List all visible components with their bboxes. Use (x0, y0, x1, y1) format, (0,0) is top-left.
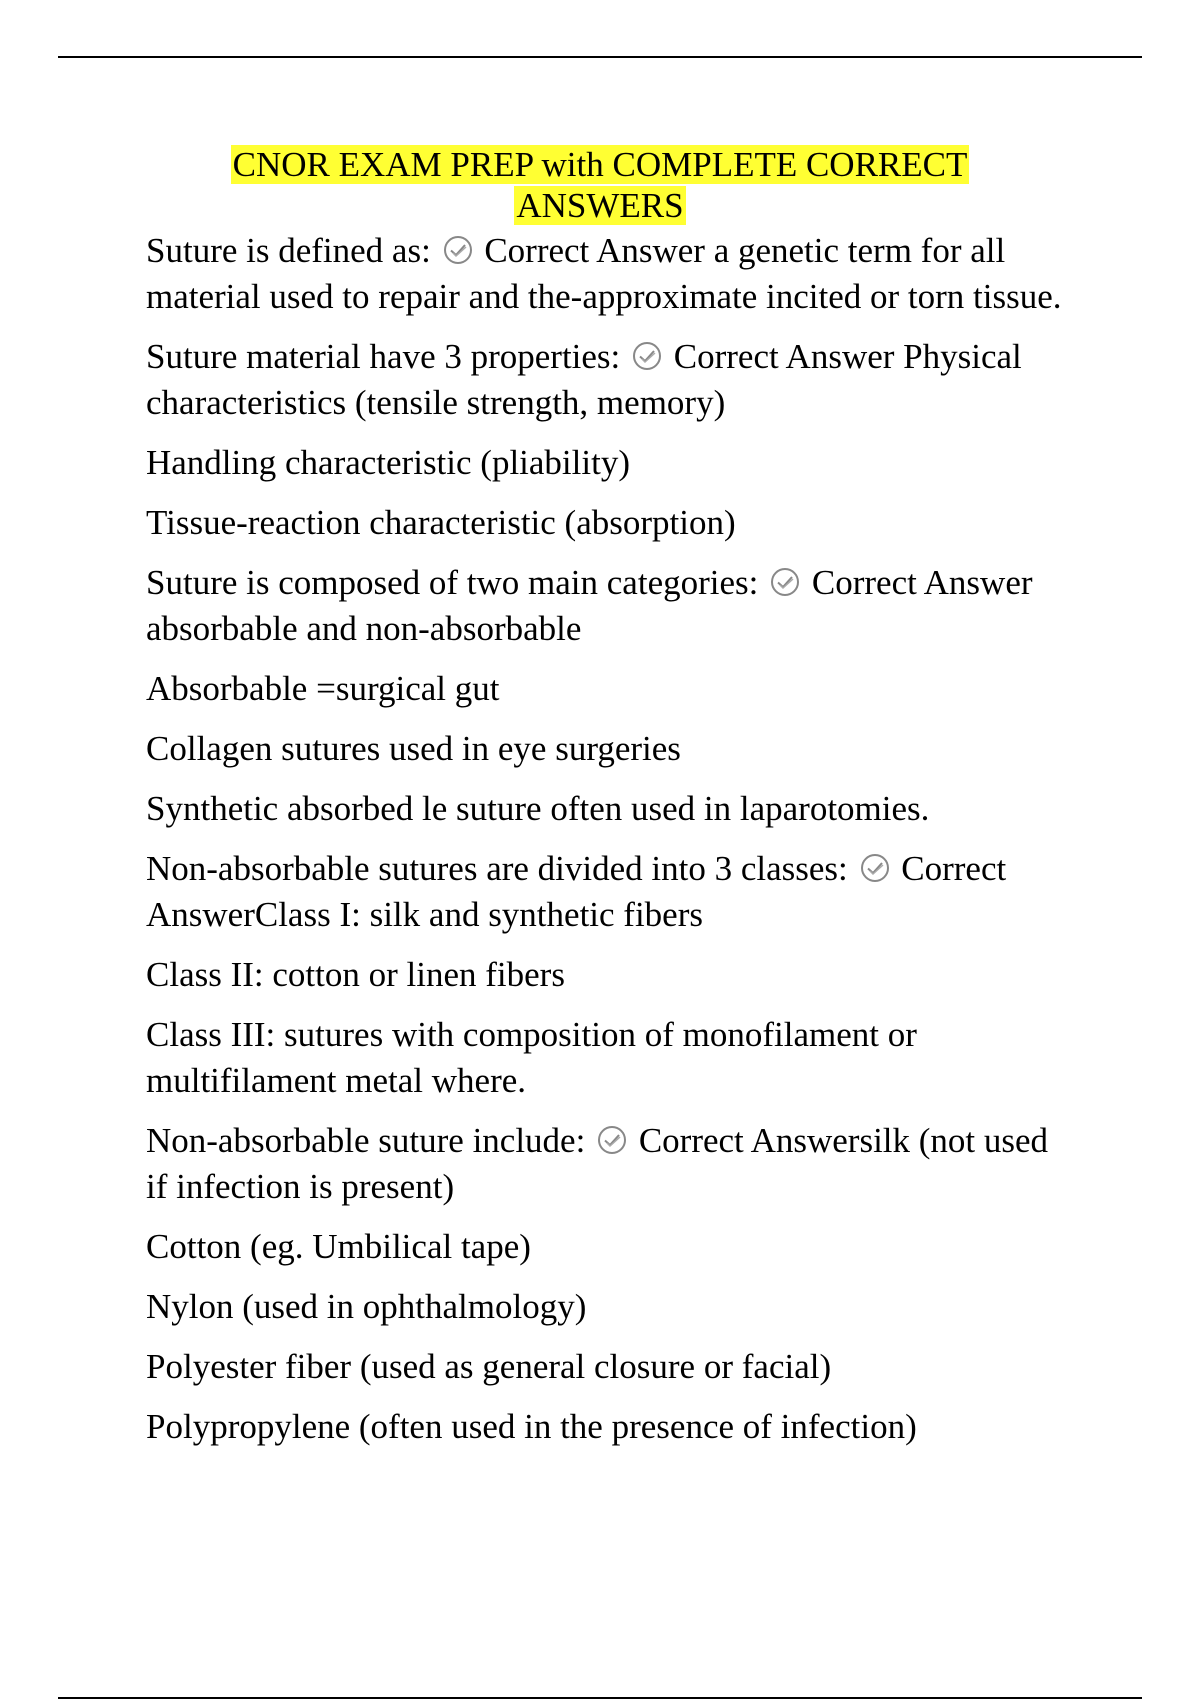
document-title (140, 144, 1060, 226)
check-circle-icon (596, 1124, 628, 1156)
document-body (146, 228, 1066, 1464)
answer-text: Correct AnswerClass I: silk and synthetic fibers (146, 849, 1007, 934)
paragraph-10: Class II: cotton or linen fibers (146, 955, 565, 994)
answer-text: Correct Answer absorbable and non-absorbable (146, 563, 1033, 648)
paragraph-6: Absorbable =surgical gut (146, 669, 500, 708)
paragraph-1 (146, 228, 1066, 320)
question-text: Non-absorbable sutures are divided into 3 classes: (146, 849, 848, 888)
check-circle-icon (631, 340, 663, 372)
paragraph-3: Handling characteristic (pliability) (146, 443, 630, 482)
paragraph-2 (146, 334, 1066, 426)
paragraph-9 (146, 846, 1066, 938)
paragraph-16: Polypropylene (often used in the presence of infection) (146, 1407, 917, 1446)
paragraph-5 (146, 560, 1066, 652)
top-rule (58, 56, 1142, 58)
paragraph-15: Polyester fiber (used as general closure or facial) (146, 1347, 832, 1386)
paragraph-11: Class III: sutures with composition of monofilament or multifilament metal where. (146, 1015, 917, 1100)
paragraph-4: Tissue-reaction characteristic (absorption) (146, 503, 736, 542)
check-circle-icon (442, 234, 474, 266)
bottom-rule (58, 1697, 1142, 1699)
paragraph-14: Nylon (used in ophthalmology) (146, 1287, 587, 1326)
answer-text: Correct Answersilk (not used if infection is present) (146, 1121, 1049, 1206)
check-circle-icon (769, 566, 801, 598)
question-text: Suture is composed of two main categories: (146, 563, 759, 602)
title-line-2: ANSWERS (516, 186, 684, 225)
paragraph-13: Cotton (eg. Umbilical tape) (146, 1227, 531, 1266)
paragraph-12 (146, 1118, 1066, 1210)
paragraph-7: Collagen sutures used in eye surgeries (146, 729, 681, 768)
check-circle-icon (859, 852, 891, 884)
paragraph-8: Synthetic absorbed le suture often used in laparotomies. (146, 789, 930, 828)
question-text: Suture is defined as: (146, 231, 431, 270)
question-text: Suture material have 3 properties: (146, 337, 621, 376)
answer-text: Correct Answer Physical characteristics (tensile strength, memory) (146, 337, 1022, 422)
title-line-1: CNOR EXAM PREP with COMPLETE CORRECT (232, 145, 968, 184)
question-text: Non-absorbable suture include: (146, 1121, 586, 1160)
answer-text: Correct Answer a genetic term for all material used to repair and the-approximate incited or torn tissue. (146, 231, 1062, 316)
